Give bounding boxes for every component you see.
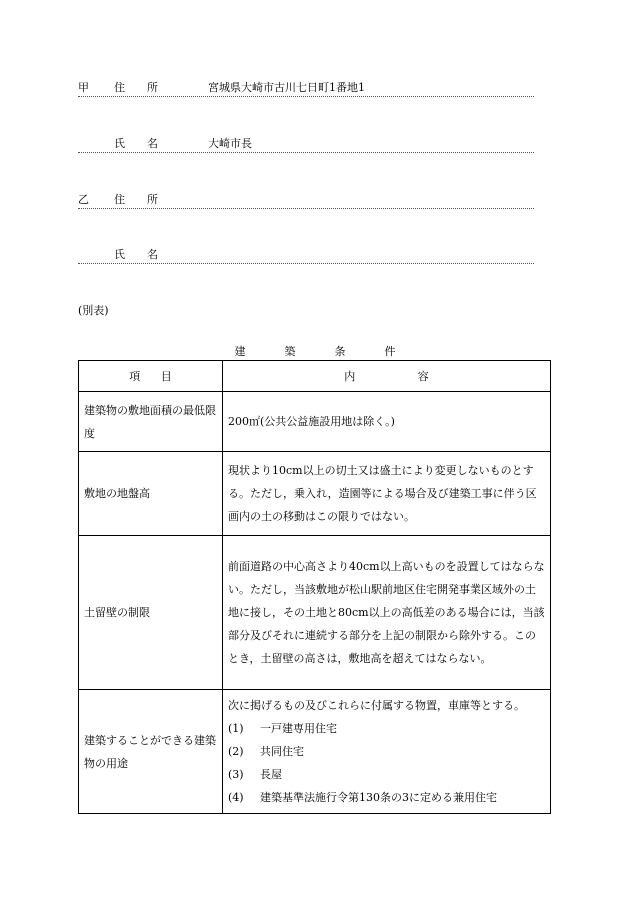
row-content: 200㎡(公共公益施設用地は除く。) — [223, 392, 551, 452]
table-title: 建 築 条 件 — [234, 345, 410, 358]
use-number: (2) — [228, 745, 244, 758]
party-a-marker: 甲 — [78, 81, 89, 94]
uses-list — [228, 717, 545, 809]
use-number: (3) — [228, 768, 244, 781]
table-row — [79, 536, 551, 690]
table-row — [79, 452, 551, 536]
row-item: 建築物の敷地面積の最低限度 — [79, 392, 223, 452]
header-item — [79, 361, 223, 392]
party-a-address-value: 宮城県大崎市古川七日町1番地1 — [208, 81, 365, 94]
party-a-name-label: 氏 名 — [114, 137, 158, 150]
row-content: 現状より10cm以上の切土又は盛土により変更しないものとする。ただし，乗入れ，造園等による場合及び建築工事に伴う区画内の土の移動はこの限りではない。 — [223, 452, 551, 536]
header-content-char-1: 内 — [344, 369, 356, 383]
row-item: 土留壁の制限 — [79, 536, 223, 690]
party-b-marker: 乙 — [78, 193, 89, 206]
list-item — [228, 717, 545, 740]
list-item — [228, 763, 545, 786]
party-b-name-line — [78, 247, 534, 264]
row-content: 前面道路の中心高さより40cm以上高いものを設置してはならない。ただし，当該敷地が松山駅前地区住宅開発事業区域外の土地に接し，その土地と80cm以上の高低差のある場合には，当該部分及びそれに連続する部分を上記の制限から除外する。このとき，土留壁の高さは，敷地高を超えてはならない。 — [223, 536, 551, 690]
row-item: 敷地の地盤高 — [79, 452, 223, 536]
appendix-label: (別表) — [78, 304, 109, 317]
header-content — [223, 361, 551, 392]
table-row — [79, 392, 551, 452]
list-item — [228, 786, 545, 809]
row-item: 建築することができる建築物の用途 — [79, 690, 223, 814]
use-text: 一戸建専用住宅 — [260, 722, 337, 735]
party-a-address-line — [78, 80, 534, 97]
header-content-char-2: 容 — [417, 369, 429, 383]
party-a-name-line — [78, 136, 534, 153]
use-number: (4) — [228, 791, 244, 804]
party-b-address-label: 住 所 — [114, 193, 158, 206]
list-item — [228, 740, 545, 763]
use-text: 長屋 — [260, 768, 282, 781]
row-content — [223, 690, 551, 814]
party-a-name-value: 大崎市長 — [208, 137, 252, 150]
table-header-row — [79, 361, 551, 392]
table-row — [79, 690, 551, 814]
use-text: 建築基準法施行令第130条の3に定める兼用住宅 — [260, 791, 497, 804]
building-conditions-table — [78, 360, 551, 814]
party-a-address-label: 住 所 — [114, 81, 158, 94]
party-b-address-line — [78, 192, 534, 209]
use-number: (1) — [228, 722, 244, 735]
header-item-char-1: 項 — [129, 369, 141, 383]
party-b-name-label: 氏 名 — [114, 248, 158, 261]
use-text: 共同住宅 — [260, 745, 304, 758]
uses-intro: 次に掲げるもの及びこれらに付属する物置，車庫等とする。 — [228, 699, 525, 712]
header-item-char-2: 目 — [160, 369, 172, 383]
